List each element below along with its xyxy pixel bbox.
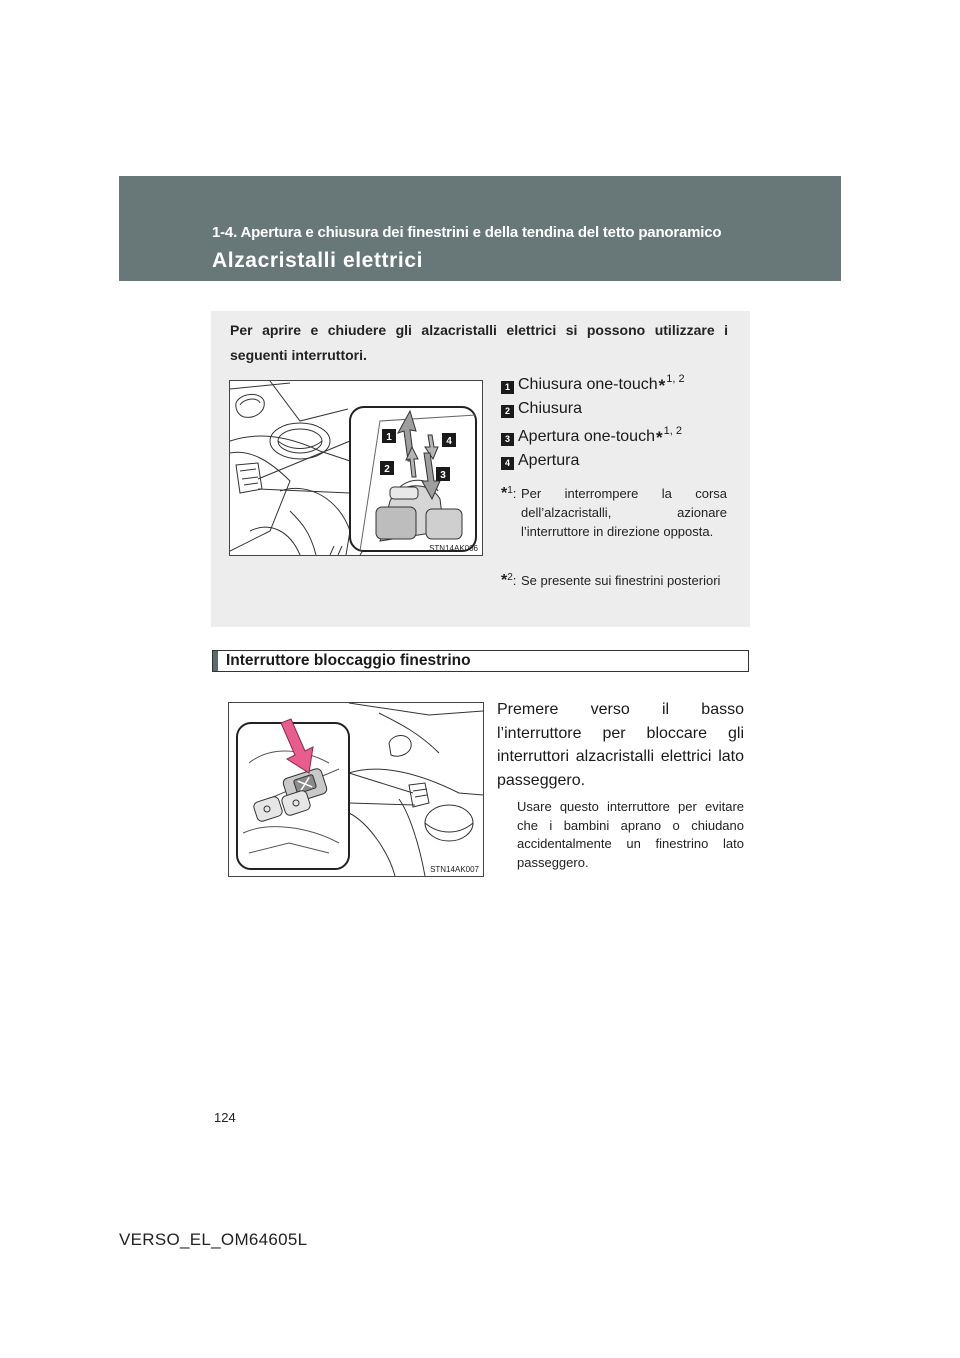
svg-text:3: 3 — [440, 470, 446, 481]
legend-item — [501, 452, 731, 478]
window-switch-figure — [229, 380, 483, 556]
switch-closeup-inset — [350, 407, 476, 551]
footnote-1: *$^1$: Per interrompere la corsa dell’alzacristalli, azionare l’interruttore in direzione opposta. — [501, 485, 727, 539]
footnote-number: 2 — [507, 572, 513, 583]
footnote-text: Se presente sui finestrini posteriori — [521, 573, 721, 588]
callout-4 — [442, 433, 456, 447]
callout-3 — [436, 467, 450, 481]
window-lock-illustration — [229, 703, 483, 876]
footnote-number: 1 — [507, 485, 513, 496]
legend-label: Apertura one-touch — [518, 428, 655, 445]
legend-label: Chiusura one-touch — [518, 376, 658, 393]
lock-note: Usare questo interruttore per evitare che i bambini aprano o chiudano accidentalmente un finestrino lato passeggero. — [517, 799, 744, 870]
figure-code: STN14AK007 — [430, 865, 479, 874]
legend-footnote-mark: * — [655, 428, 663, 447]
document-code: VERSO_EL_OM64605L — [119, 1230, 308, 1249]
svg-text:2: 2 — [384, 464, 390, 475]
legend-footnote-mark: * — [658, 376, 666, 395]
window-lock-figure — [228, 702, 484, 877]
footnote-mark: * — [501, 572, 508, 589]
svg-text:1: 1 — [386, 432, 392, 443]
legend-footnote-ref: 1, 2 — [663, 425, 682, 437]
legend-number: 4 — [501, 457, 514, 470]
heading-accent-bar — [213, 651, 218, 671]
page-number: 124 — [214, 1110, 236, 1125]
window-switch-illustration — [230, 381, 482, 555]
callout-1 — [382, 429, 396, 443]
footnote-2: *$^2$: Se presente sui finestrini posteriori — [501, 571, 727, 590]
legend-item — [501, 426, 731, 452]
legend-item — [501, 374, 731, 400]
page-title: Alzacristalli elettrici — [212, 249, 424, 272]
footnote-text: Per interrompere la corsa dell’alzacristalli, azionare l’interruttore in direzione opposta. — [521, 486, 727, 539]
legend-number: 3 — [501, 433, 514, 446]
legend-item — [501, 400, 731, 426]
lock-switch-heading — [212, 650, 749, 672]
switch-legend — [501, 374, 731, 478]
intro-text: Per aprire e chiudere gli alzacristalli elettrici si possono utilizzare i seguenti interruttori. — [230, 322, 728, 363]
svg-text:4: 4 — [446, 436, 452, 447]
lock-instruction: Premere verso il basso l’interruttore per bloccare gli interruttori alzacristalli elettrici lato passeggero. — [497, 701, 744, 789]
lock-switch-inset — [237, 719, 349, 869]
legend-footnote-ref: 1, 2 — [666, 373, 685, 385]
legend-label: Apertura — [518, 452, 580, 469]
section-title: 1-4. Apertura e chiusura dei finestrini e della tendina del tetto panoramico — [212, 224, 722, 241]
figure-code: STN14AK006 — [429, 544, 478, 553]
legend-label: Chiusura — [518, 400, 583, 417]
legend-number: 2 — [501, 405, 514, 418]
legend-number: 1 — [501, 381, 514, 394]
footnote-mark: * — [501, 485, 508, 502]
heading-text: Interruttore bloccaggio finestrino — [226, 652, 471, 669]
callout-2 — [380, 461, 394, 475]
